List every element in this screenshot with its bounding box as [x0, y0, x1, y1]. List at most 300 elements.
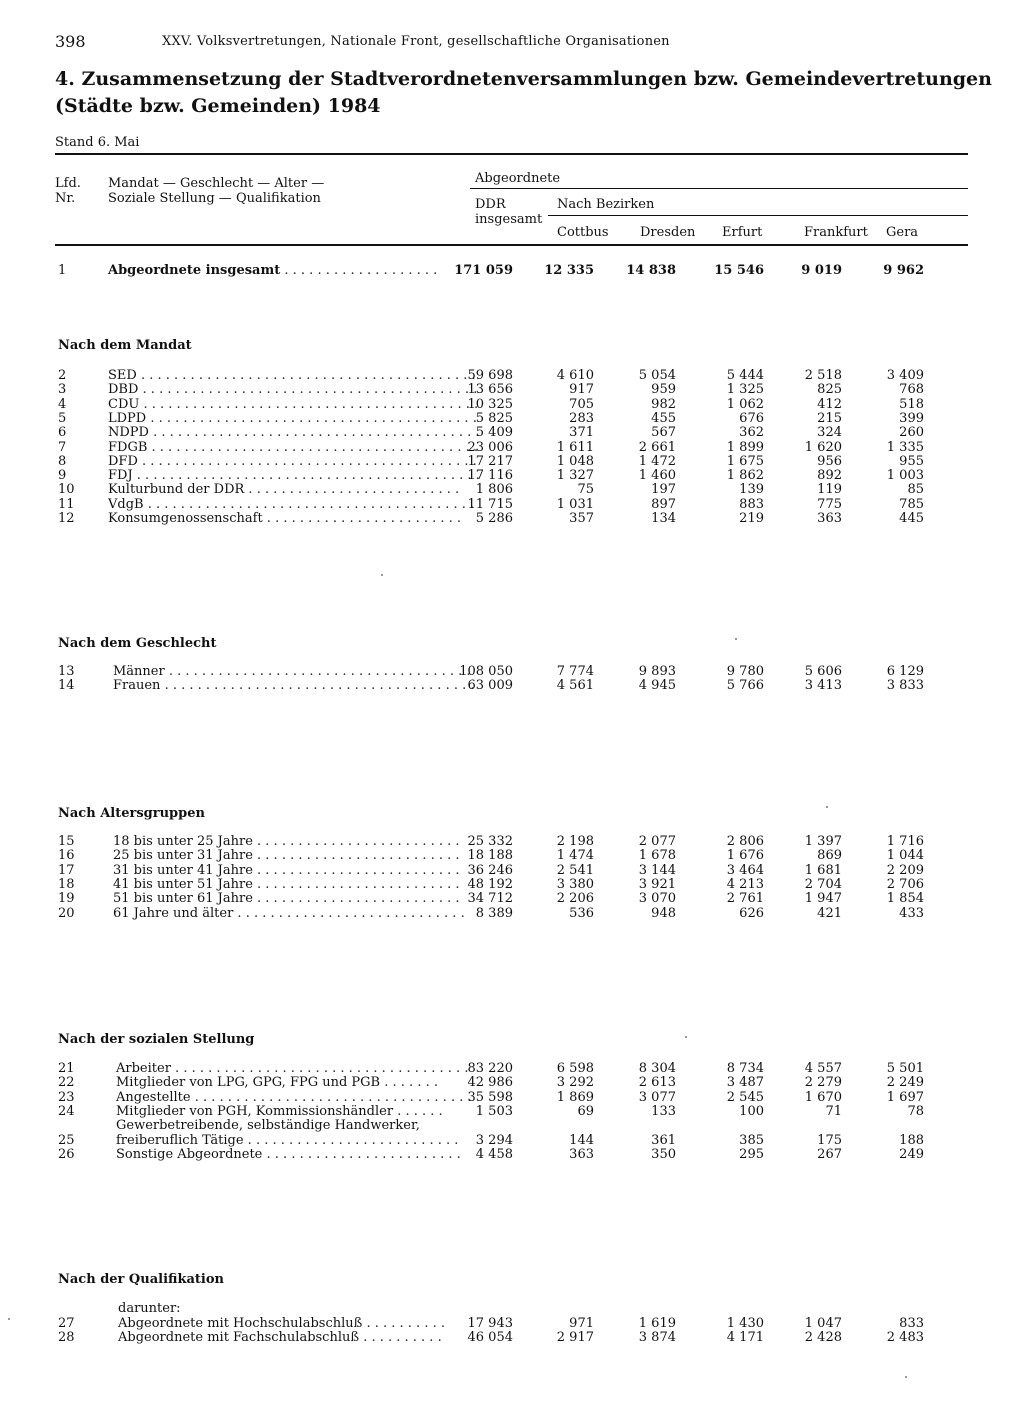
- leader-dots: . . . . . . .: [380, 1075, 438, 1091]
- table-row: [0, 1090, 1024, 1105]
- row-label: [108, 368, 476, 383]
- leader-dots: . . . . . . . . . . . . . . . . . . . . . . . . . . . . . . . . . . . . .: [164, 664, 471, 679]
- table-row: [0, 877, 1024, 892]
- cell-ddr-total: 11 715: [467, 496, 513, 512]
- cell-frankfurt: 119: [817, 482, 842, 498]
- header-description-line1: Mandat — Geschlecht — Alter —: [108, 176, 325, 191]
- table-row: [0, 1061, 1024, 1076]
- cell-cottbus: 705: [569, 396, 594, 412]
- cell-cottbus: 2 917: [556, 1330, 594, 1346]
- leader-dots: . . . . . . . . . . . . . . . . . . . . . . . . .: [252, 891, 460, 907]
- cell-frankfurt: 3 413: [804, 678, 842, 694]
- leader-dots: . . . . . . . . . . . . . . . . . . . . . . . .: [262, 1146, 461, 1162]
- leader-dots: . . . . . . . . . . . . . . . . . . . . . . . . .: [252, 848, 460, 864]
- cell-gera: 785: [899, 496, 924, 512]
- cell-cottbus: 917: [569, 382, 594, 398]
- cell-dresden: 1 678: [638, 848, 676, 864]
- cell-erfurt: 1 862: [726, 468, 764, 484]
- cell-gera: 249: [899, 1146, 924, 1162]
- cell-frankfurt: 2 518: [804, 368, 842, 383]
- cell-cottbus: 69: [577, 1103, 594, 1119]
- cell-erfurt: 4 171: [726, 1330, 764, 1346]
- row-label: [108, 468, 480, 483]
- row-number: 23: [58, 1089, 75, 1105]
- cell-frankfurt: 1 047: [804, 1316, 842, 1331]
- row-number: 26: [58, 1146, 75, 1162]
- row-number: 28: [58, 1330, 75, 1346]
- cell-dresden: 959: [651, 382, 676, 398]
- leader-dots: . . . . . . . . . . . . . . . . . . . . . . . . . . . . . . . . . . . .: [170, 1061, 469, 1076]
- cell-erfurt: 4 213: [726, 876, 764, 892]
- cell-ddr-total: 59 698: [467, 368, 513, 383]
- cell-ddr-total: 25 332: [467, 834, 513, 849]
- row-label-text: 51 bis unter 61 Jahre: [113, 891, 253, 907]
- header-abgeordnete: Abgeordnete: [475, 171, 561, 186]
- header-insgesamt: insgesamt: [475, 212, 543, 227]
- table-row: [0, 411, 1024, 426]
- leader-dots: . . . . . . . . . .: [362, 1316, 445, 1331]
- cell-frankfurt: 421: [817, 905, 842, 921]
- row-label: [113, 848, 460, 863]
- bezirke-rule: [548, 215, 968, 216]
- section-note: darunter:: [118, 1301, 181, 1316]
- cell-cottbus: 1 474: [556, 848, 594, 864]
- cell-cottbus: 1 048: [556, 453, 594, 469]
- cell-cottbus: 1 869: [556, 1089, 594, 1105]
- leader-dots: . . . . . .: [393, 1103, 443, 1119]
- cell-frankfurt: 1 681: [804, 862, 842, 878]
- row-label-text: NDPD: [108, 425, 149, 441]
- table-top-rule: [55, 153, 968, 155]
- row-label: [108, 425, 480, 440]
- cell-ddr-total: 42 986: [467, 1075, 513, 1091]
- cell-cottbus: 2 206: [556, 891, 594, 907]
- cell-gera: 955: [899, 453, 924, 469]
- row-label-text: freiberuflich Tätige: [116, 1132, 244, 1148]
- cell-dresden: 2 077: [638, 834, 676, 849]
- cell-erfurt: 219: [739, 511, 764, 526]
- row-label-text: Mitglieder von LPG, GPG, FPG und PGB: [116, 1075, 381, 1091]
- cell-erfurt: 100: [739, 1103, 764, 1119]
- row-label-text: SED: [108, 368, 137, 383]
- cell-cottbus: 144: [569, 1132, 594, 1148]
- cell-ddr-total: 63 009: [467, 678, 513, 694]
- cell-erfurt: 15 546: [714, 263, 764, 278]
- row-number: 14: [58, 678, 75, 694]
- row-label: [113, 906, 465, 921]
- cell-dresden: 350: [651, 1146, 676, 1162]
- cell-frankfurt: 2 279: [804, 1075, 842, 1091]
- cell-ddr-total: 23 006: [467, 439, 513, 455]
- print-speck: [735, 638, 737, 640]
- leader-dots: . . . . . . . . . . . . . . . . . . . . . . . . . .: [244, 482, 460, 498]
- row-number: 15: [58, 834, 75, 849]
- cell-ddr-total: 17 217: [467, 453, 513, 469]
- print-speck: [905, 1376, 907, 1378]
- cell-ddr-total: 5 409: [475, 425, 513, 441]
- table-row: [0, 848, 1024, 863]
- row-label: [116, 1090, 472, 1105]
- table-row: [0, 906, 1024, 921]
- table-row: [0, 397, 1024, 412]
- table-title: 4. Zusammensetzung der Stadtverordnetenversammlungen bzw. Gemeindevertretungen: [55, 68, 992, 90]
- cell-frankfurt: 267: [817, 1146, 842, 1162]
- row-label: [116, 1075, 438, 1090]
- row-label: [116, 1061, 468, 1076]
- header-description-line2: Soziale Stellung — Qualifikation: [108, 191, 321, 206]
- row-number: 2: [58, 368, 67, 383]
- row-label: [113, 678, 475, 693]
- leader-dots: . . . . . . . . . . . . . . . . . . . . . . . . . . . . . . . . . .: [190, 1089, 472, 1105]
- cell-frankfurt: 363: [817, 511, 842, 526]
- cell-dresden: 897: [651, 496, 676, 512]
- row-label: [108, 397, 478, 412]
- leader-dots: . . . . . . . . . . . . . . . . . . . . . . . . . . . . . . . . . . . . . . . .: [143, 496, 475, 512]
- row-number: 20: [58, 905, 75, 921]
- table-row: [0, 1330, 1024, 1345]
- cell-erfurt: 1 675: [726, 453, 764, 469]
- cell-dresden: 134: [651, 511, 676, 526]
- section-title: Nach dem Geschlecht: [58, 636, 217, 651]
- leader-dots: . . . . . . . . . . . . . . . . . . . . . . . . . . . . . . . . . . . . . . . . .: [138, 382, 478, 398]
- row-label: Gewerbetreibende, selbständige Handwerker,: [116, 1118, 420, 1134]
- cell-gera: 6 129: [886, 664, 924, 679]
- cell-dresden: 3 921: [638, 876, 676, 892]
- row-number: 7: [58, 439, 67, 455]
- row-number: 12: [58, 511, 75, 526]
- row-label-text: LDPD: [108, 410, 147, 426]
- cell-ddr-total: 17 116: [467, 468, 513, 484]
- row-label: [108, 382, 477, 397]
- leader-dots: . . . . . . . . . . . . . . . . . . . . . . . . .: [252, 862, 460, 878]
- row-label-text: Sonstige Abgeordnete: [116, 1146, 263, 1162]
- cell-frankfurt: 2 428: [804, 1330, 842, 1346]
- cell-erfurt: 5 766: [726, 678, 764, 694]
- cell-gera: 3 409: [886, 368, 924, 383]
- cell-frankfurt: 1 670: [804, 1089, 842, 1105]
- leader-dots: . . . . . . . . . . . . . . . . . . .: [280, 263, 438, 278]
- row-label: [116, 1147, 461, 1162]
- cell-cottbus: 4 561: [556, 678, 594, 694]
- row-label: [108, 454, 477, 469]
- row-number: 6: [58, 425, 67, 441]
- row-number: 11: [58, 496, 75, 512]
- cell-dresden: 567: [651, 425, 676, 441]
- row-number: 16: [58, 848, 75, 864]
- row-number: 17: [58, 862, 75, 878]
- cell-ddr-total: 3 294: [475, 1132, 513, 1148]
- leader-dots: . . . . . . . . . . . . . . . . . . . . . . . . .: [252, 876, 460, 892]
- cell-erfurt: 362: [739, 425, 764, 441]
- cell-frankfurt: 956: [817, 453, 842, 469]
- row-number: 19: [58, 891, 75, 907]
- cell-ddr-total: 13 656: [467, 382, 513, 398]
- leader-dots: . . . . . . . . . . . . . . . . . . . . . . . . .: [252, 834, 460, 849]
- section-title: Nach der sozialen Stellung: [58, 1032, 255, 1047]
- cell-erfurt: 2 761: [726, 891, 764, 907]
- row-label: [108, 411, 477, 426]
- table-row: [0, 511, 1024, 526]
- cell-frankfurt: 412: [817, 396, 842, 412]
- cell-ddr-total: 5 825: [475, 410, 513, 426]
- cell-cottbus: 1 327: [556, 468, 594, 484]
- row-label: [108, 263, 437, 278]
- leader-dots: . . . . . . . . . . . . . . . . . . . . . . . . . .: [243, 1132, 459, 1148]
- cell-dresden: 5 054: [638, 368, 676, 383]
- table-row: [0, 440, 1024, 455]
- header-col-dresden: Dresden: [640, 225, 696, 240]
- cell-dresden: 3 070: [638, 891, 676, 907]
- table-row-label-line: [0, 1118, 1024, 1133]
- cell-cottbus: 1 611: [556, 439, 594, 455]
- cell-gera: 5 501: [886, 1061, 924, 1076]
- cell-ddr-total: 108 050: [459, 664, 513, 679]
- cell-gera: 78: [907, 1103, 924, 1119]
- table-row: [0, 834, 1024, 849]
- row-number: 27: [58, 1316, 75, 1331]
- cell-dresden: 948: [651, 905, 676, 921]
- row-label-text: Abgeordnete mit Fachschulabschluß: [118, 1330, 360, 1346]
- row-label-text: Angestellte: [116, 1089, 191, 1105]
- cell-gera: 1 044: [886, 848, 924, 864]
- cell-frankfurt: 892: [817, 468, 842, 484]
- row-label-text: Kulturbund der DDR: [108, 482, 245, 498]
- row-number: 24: [58, 1103, 75, 1119]
- section-title: Nach der Qualifikation: [58, 1272, 224, 1287]
- cell-ddr-total: 83 220: [467, 1061, 513, 1076]
- row-label: [108, 440, 478, 455]
- row-number: 22: [58, 1075, 75, 1091]
- cell-erfurt: 626: [739, 905, 764, 921]
- cell-erfurt: 3 464: [726, 862, 764, 878]
- cell-erfurt: 1 899: [726, 439, 764, 455]
- cell-gera: 2 249: [886, 1075, 924, 1091]
- row-number: 4: [58, 396, 67, 412]
- table-row: [0, 454, 1024, 469]
- cell-erfurt: 295: [739, 1146, 764, 1162]
- cell-cottbus: 371: [569, 425, 594, 441]
- cell-frankfurt: 4 557: [804, 1061, 842, 1076]
- row-number: 9: [58, 468, 67, 484]
- cell-erfurt: 1 325: [726, 382, 764, 398]
- row-number: 21: [58, 1061, 75, 1076]
- cell-erfurt: 2 545: [726, 1089, 764, 1105]
- cell-cottbus: 971: [569, 1316, 594, 1331]
- cell-erfurt: 139: [739, 482, 764, 498]
- row-label-text: Mitglieder von PGH, Kommissionshändler: [116, 1103, 394, 1119]
- cell-frankfurt: 71: [825, 1103, 842, 1119]
- cell-erfurt: 1 676: [726, 848, 764, 864]
- row-number: 10: [58, 482, 75, 498]
- leader-dots: . . . . . . . . . . . . . . . . . . . . . . . . . . . . . . . . . . . . . . . .: [147, 439, 478, 455]
- cell-erfurt: 3 487: [726, 1075, 764, 1091]
- row-label: [113, 834, 460, 849]
- header-ddr: DDR: [475, 197, 506, 212]
- cell-gera: 433: [899, 905, 924, 921]
- header-col-erfurt: Erfurt: [722, 225, 763, 240]
- table-row: [0, 1147, 1024, 1162]
- cell-gera: 9 962: [883, 263, 924, 278]
- header-bottom-rule: [55, 244, 968, 246]
- cell-erfurt: 8 734: [726, 1061, 764, 1076]
- row-label-text: 61 Jahre und älter: [113, 905, 234, 921]
- header-nach-bezirken: Nach Bezirken: [557, 197, 655, 212]
- table-row: [0, 1133, 1024, 1148]
- cell-cottbus: 6 598: [556, 1061, 594, 1076]
- cell-dresden: 1 460: [638, 468, 676, 484]
- table-row: [0, 863, 1024, 878]
- cell-ddr-total: 1 503: [475, 1103, 513, 1119]
- cell-gera: 768: [899, 382, 924, 398]
- section-title: Nach dem Mandat: [58, 338, 192, 353]
- table-row: [0, 497, 1024, 512]
- cell-gera: 260: [899, 425, 924, 441]
- cell-ddr-total: 35 598: [467, 1089, 513, 1105]
- header-col-frankfurt: Frankfurt: [804, 225, 868, 240]
- row-number: 3: [58, 382, 67, 398]
- cell-frankfurt: 9 019: [801, 263, 842, 278]
- page-number: 398: [55, 32, 86, 51]
- header-lfd: Lfd.: [55, 176, 81, 191]
- row-number: 13: [58, 664, 75, 679]
- row-label-text: DFD: [108, 453, 138, 469]
- cell-cottbus: 2 198: [556, 834, 594, 849]
- cell-erfurt: 676: [739, 410, 764, 426]
- cell-gera: 188: [899, 1132, 924, 1148]
- leader-dots: . . . . . . . . . . . . . . . . . . . . . . . . . . . .: [233, 905, 465, 921]
- row-label-text: VdgB: [108, 496, 144, 512]
- table-row-total: [0, 263, 1024, 278]
- leader-dots: . . . . . . . . . . . . . . . . . . . . . . . . . . . . . . . . . . . . . . . . .: [136, 368, 476, 383]
- cell-gera: 399: [899, 410, 924, 426]
- cell-cottbus: 4 610: [556, 368, 594, 383]
- cell-dresden: 14 838: [626, 263, 676, 278]
- cell-frankfurt: 869: [817, 848, 842, 864]
- row-label-text: DBD: [108, 382, 139, 398]
- row-label: [113, 891, 460, 906]
- cell-gera: 2 483: [886, 1330, 924, 1346]
- cell-gera: 445: [899, 511, 924, 526]
- cell-gera: 1 716: [886, 834, 924, 849]
- row-label-text: FDGB: [108, 439, 148, 455]
- row-label-text: 18 bis unter 25 Jahre: [113, 834, 253, 849]
- cell-ddr-total: 171 059: [454, 263, 513, 278]
- cell-erfurt: 1 430: [726, 1316, 764, 1331]
- cell-cottbus: 3 292: [556, 1075, 594, 1091]
- leader-dots: . . . . . . . . . . . . . . . . . . . . . . . . . . . . . . . . . . . . . . . .: [148, 425, 480, 441]
- cell-frankfurt: 1 620: [804, 439, 842, 455]
- row-label: [118, 1330, 442, 1345]
- table-row: [0, 891, 1024, 906]
- row-number: 5: [58, 410, 67, 426]
- header-col-gera: Gera: [886, 225, 919, 240]
- row-label-text: Arbeiter: [116, 1061, 171, 1076]
- table-title-continued: (Städte bzw. Gemeinden) 1984: [55, 95, 381, 117]
- cell-ddr-total: 17 943: [467, 1316, 513, 1331]
- cell-ddr-total: 18 188: [467, 848, 513, 864]
- cell-frankfurt: 175: [817, 1132, 842, 1148]
- header-col-cottbus: Cottbus: [557, 225, 609, 240]
- cell-gera: 1 335: [886, 439, 924, 455]
- cell-ddr-total: 34 712: [467, 891, 513, 907]
- cell-dresden: 9 893: [638, 664, 676, 679]
- cell-frankfurt: 215: [817, 410, 842, 426]
- cell-ddr-total: 4 458: [475, 1146, 513, 1162]
- cell-cottbus: 363: [569, 1146, 594, 1162]
- cell-gera: 1 003: [886, 468, 924, 484]
- cell-dresden: 2 661: [638, 439, 676, 455]
- leader-dots: . . . . . . . . . . . . . . . . . . . . . . . . . . . . . . . . . . . . . .: [160, 678, 475, 694]
- row-label: [113, 863, 460, 878]
- cell-ddr-total: 5 286: [475, 511, 513, 526]
- row-label: [113, 664, 471, 679]
- section-title: Nach Altersgruppen: [58, 806, 205, 821]
- cell-ddr-total: 1 806: [475, 482, 513, 498]
- cell-cottbus: 75: [577, 482, 594, 498]
- cell-cottbus: 3 380: [556, 876, 594, 892]
- row-label-text: 41 bis unter 51 Jahre: [113, 876, 253, 892]
- cell-dresden: 2 613: [638, 1075, 676, 1091]
- cell-erfurt: 5 444: [726, 368, 764, 383]
- cell-gera: 1 697: [886, 1089, 924, 1105]
- row-label-text: Abgeordnete mit Hochschulabschluß: [118, 1316, 363, 1331]
- row-label: [108, 511, 461, 526]
- cell-gera: 2 706: [886, 876, 924, 892]
- table-row: [0, 1316, 1024, 1331]
- cell-frankfurt: 775: [817, 496, 842, 512]
- cell-dresden: 3 874: [638, 1330, 676, 1346]
- row-label-text: Konsumgenossenschaft: [108, 511, 263, 526]
- leader-dots: . . . . . . . . . .: [359, 1330, 442, 1346]
- cell-ddr-total: 36 246: [467, 862, 513, 878]
- row-label-text: 25 bis unter 31 Jahre: [113, 848, 253, 864]
- cell-ddr-total: 48 192: [467, 876, 513, 892]
- running-head: XXV. Volksvertretungen, Nationale Front, gesellschaftliche Organisationen: [162, 34, 670, 49]
- row-number: 8: [58, 453, 67, 469]
- cell-gera: 3 833: [886, 678, 924, 694]
- cell-dresden: 8 304: [638, 1061, 676, 1076]
- row-number: 25: [58, 1132, 75, 1148]
- cell-dresden: 197: [651, 482, 676, 498]
- cell-cottbus: 357: [569, 511, 594, 526]
- table-row: [0, 1104, 1024, 1119]
- cell-erfurt: 385: [739, 1132, 764, 1148]
- row-label: [116, 1133, 458, 1148]
- leader-dots: . . . . . . . . . . . . . . . . . . . . . . . . . . . . . . . . . . . . . . . . . .: [132, 468, 480, 484]
- row-label: [118, 1316, 445, 1331]
- table-row: [0, 382, 1024, 397]
- cell-gera: 85: [907, 482, 924, 498]
- cell-gera: 2 209: [886, 862, 924, 878]
- print-speck: [8, 1318, 10, 1320]
- cell-gera: 518: [899, 396, 924, 412]
- row-number: 1: [58, 263, 67, 278]
- cell-dresden: 361: [651, 1132, 676, 1148]
- cell-dresden: 133: [651, 1103, 676, 1119]
- cell-cottbus: 1 031: [556, 496, 594, 512]
- cell-dresden: 455: [651, 410, 676, 426]
- cell-frankfurt: 5 606: [804, 664, 842, 679]
- leader-dots: . . . . . . . . . . . . . . . . . . . . . . . . . . . . . . . . . . . . . . . . .: [139, 396, 479, 412]
- cell-erfurt: 1 062: [726, 396, 764, 412]
- cell-cottbus: 283: [569, 410, 594, 426]
- header-nr: Nr.: [55, 191, 76, 206]
- cell-frankfurt: 324: [817, 425, 842, 441]
- reference-date: Stand 6. Mai: [55, 135, 140, 150]
- leader-dots: . . . . . . . . . . . . . . . . . . . . . . . . . . . . . . . . . . . . . . . .: [146, 410, 477, 426]
- cell-dresden: 1 619: [638, 1316, 676, 1331]
- table-row: [0, 1075, 1024, 1090]
